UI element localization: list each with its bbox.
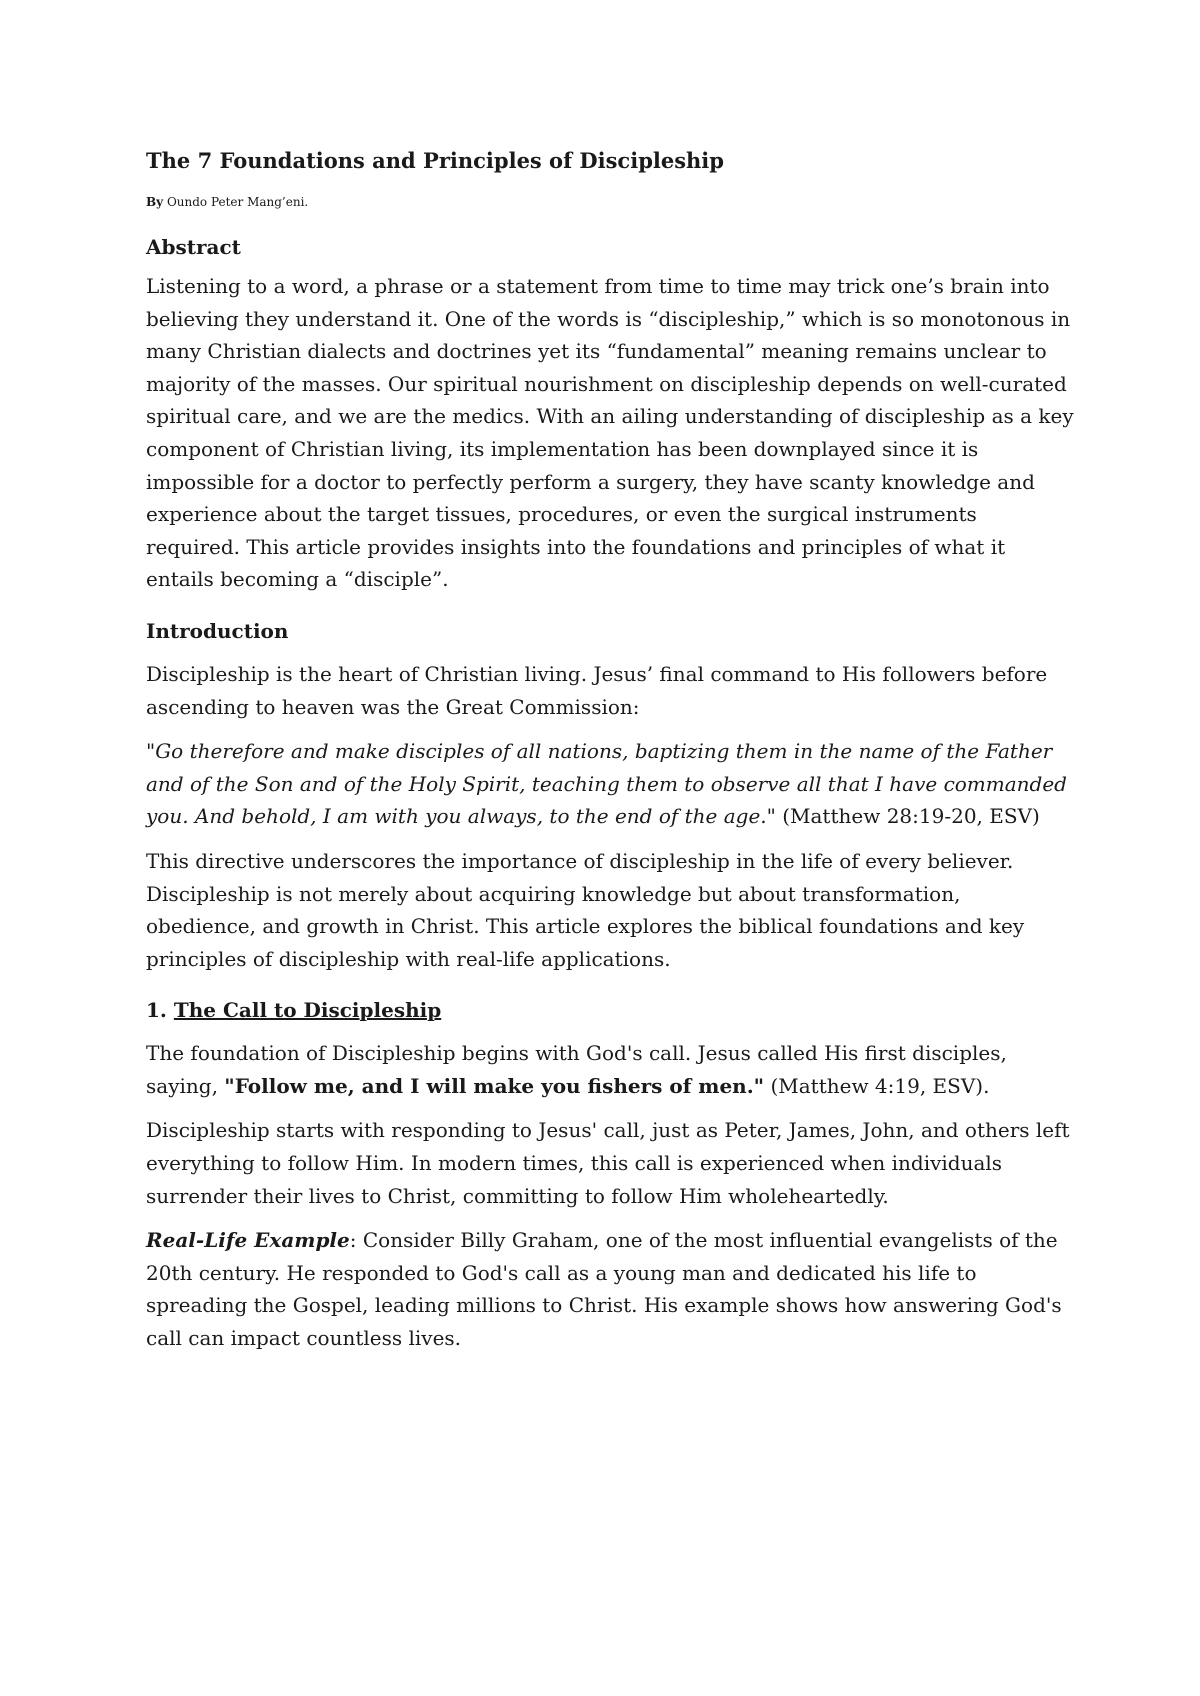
- byline-author: Oundo Peter Mang’eni.: [166, 195, 309, 209]
- abstract-heading: Abstract: [146, 235, 241, 259]
- quote-text: Go therefore and make disciples of all nations, baptizing them in the name of the Father and of the Son and of the Holy Spirit, teaching them to observe all that I have commanded you. And behold, I am with you always, to the end of the age.: [146, 739, 1067, 829]
- document-title: The 7 Foundations and Principles of Discipleship: [146, 148, 724, 173]
- quote-reference: " (Matthew 28:19-20, ESV): [766, 804, 1040, 829]
- real-life-example-label: Real-Life Example: [146, 1228, 350, 1253]
- section-1-paragraph-2: Discipleship starts with responding to Jesus' call, just as Peter, James, John, and others left everything to follow Him. In modern times, this call is experienced when individuals surrender their lives to Christ, committing to follow Him wholeheartedly.: [146, 1118, 1070, 1208]
- section-1-para1-ref: (Matthew 4:19, ESV).: [764, 1073, 990, 1098]
- introduction-heading: Introduction: [146, 618, 289, 643]
- fishers-of-men-quote: "Follow me, and I will make you fishers of men.": [224, 1073, 765, 1098]
- section-1-number: 1.: [146, 998, 167, 1023]
- byline: [146, 192, 1076, 212]
- section-1-para1-text: The foundation of Discipleship begins with God's call. Jesus called His first disciples, saying,: [146, 1041, 1007, 1098]
- great-commission-quote: [146, 735, 1076, 833]
- quote-open: ": [146, 739, 156, 764]
- section-1-title: The Call to Discipleship: [173, 998, 442, 1023]
- document-page: [146, 138, 1076, 1355]
- section-1-heading: [146, 995, 1076, 1025]
- introduction-paragraph-2: This directive underscores the importance of discipleship in the life of every believer. Discipleship is not merely about acquiring knowledge but about transformation, obedience, and growth in Christ. This article explores the biblical foundations and key principles of discipleship with real-life applications.: [146, 848, 1025, 971]
- abstract-paragraph: Listening to a word, a phrase or a statement from time to time may trick one’s brain into believing they understand it. One of the words is “discipleship,” which is so monotonous in many Christian dialects and doctrines yet its “fundamental” meaning remains unclear to majority of the masses. Our spiritual nourishment on discipleship depends on well-curated spiritual care, and we are the medics. With an ailing understanding of discipleship as a key component of Christian living, its implementation has been downplayed since it is impossible for a doctor to perfectly perform a surgery, they have scanty knowledge and experience about the target tissues, procedures, or even the surgical instruments required. This article provides insights into the foundations and principles of what it entails becoming a “disciple”.: [146, 274, 1074, 592]
- real-life-example-paragraph: [146, 1224, 1076, 1354]
- introduction-paragraph-1: Discipleship is the heart of Christian living. Jesus’ final command to His followers before ascending to heaven was the Great Commission:: [146, 661, 1048, 719]
- byline-prefix: By: [146, 195, 164, 209]
- real-life-example-text: : Consider Billy Graham, one of the most influential evangelists of the 20th century. He responded to God's call as a young man and dedicated his life to spreading the Gospel, leading millions to Christ. His example shows how answering God's call can impact countless lives.: [146, 1228, 1062, 1351]
- section-1-paragraph-1: [146, 1037, 1076, 1102]
